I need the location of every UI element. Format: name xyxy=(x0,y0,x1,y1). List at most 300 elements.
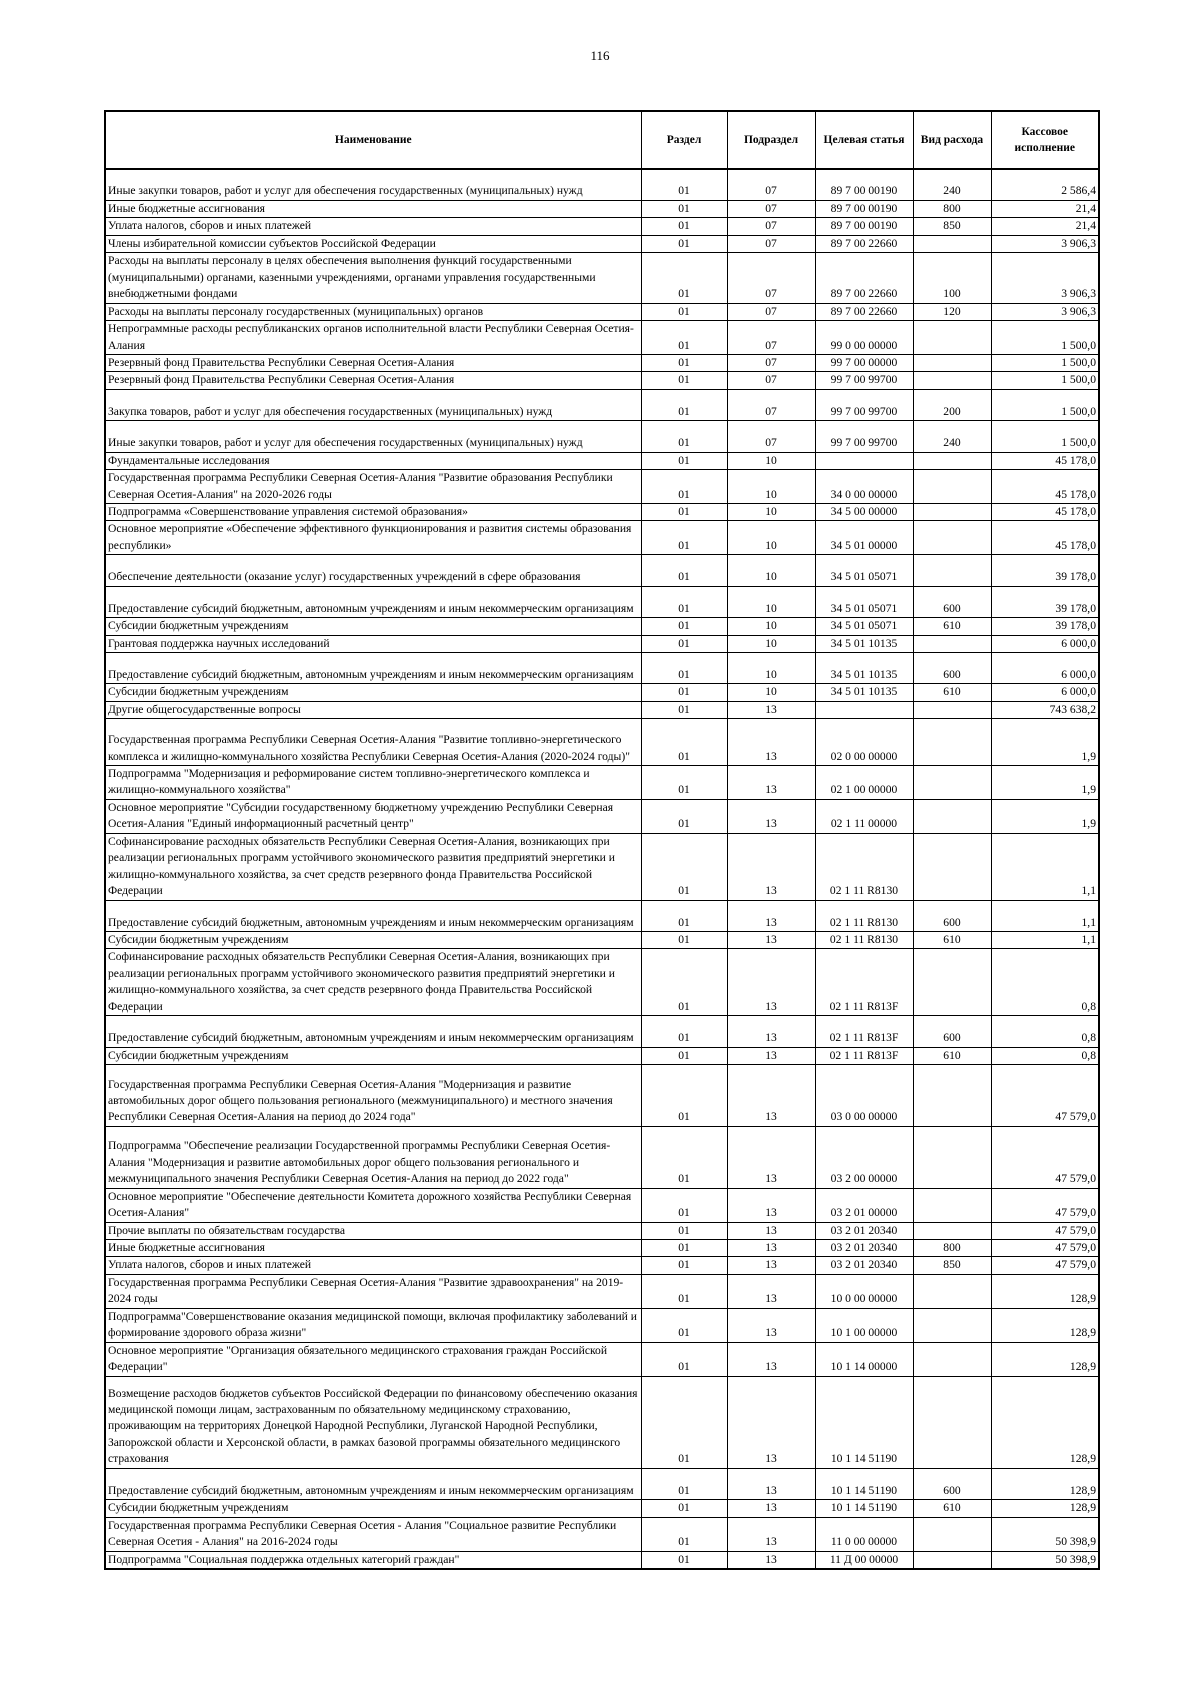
cell-subsection: 10 xyxy=(727,521,815,555)
cell-expense-type: 800 xyxy=(913,1240,991,1257)
table-row xyxy=(105,1257,1099,1274)
cell-name: Подпрограмма "Социальная поддержка отдельных категорий граждан" xyxy=(105,1551,641,1569)
table-row xyxy=(105,799,1099,833)
cell-section: 01 xyxy=(641,1126,727,1188)
cell-expense-type xyxy=(913,504,991,521)
cell-name: Уплата налогов, сборов и иных платежей xyxy=(105,218,641,235)
cell-name: Государственная программа Республики Северная Осетия - Алания "Социальное развитие Республики Северная Осетия - Алания" на 2016-2024 годы xyxy=(105,1517,641,1551)
cell-name: Резервный фонд Правительства Республики Северная Осетия-Алания xyxy=(105,354,641,371)
table-row xyxy=(105,470,1099,504)
cell-target: 34 5 01 00000 xyxy=(815,521,913,555)
cell-name: Грантовая поддержка научных исследований xyxy=(105,635,641,652)
table-row xyxy=(105,1047,1099,1064)
cell-section: 01 xyxy=(641,235,727,252)
cell-amount: 47 579,0 xyxy=(991,1257,1099,1274)
table-row xyxy=(105,635,1099,652)
cell-name: Фундаментальные исследования xyxy=(105,452,641,469)
cell-name: Субсидии бюджетным учреждениям xyxy=(105,1500,641,1517)
table-row xyxy=(105,1376,1099,1468)
table-row xyxy=(105,1222,1099,1239)
cell-section: 01 xyxy=(641,1016,727,1047)
cell-expense-type: 600 xyxy=(913,900,991,931)
cell-subsection: 13 xyxy=(727,1517,815,1551)
cell-subsection: 07 xyxy=(727,354,815,371)
budget-table xyxy=(104,110,1100,1570)
cell-section: 01 xyxy=(641,218,727,235)
cell-amount: 21,4 xyxy=(991,200,1099,217)
cell-target: 03 0 00 00000 xyxy=(815,1065,913,1127)
header-section: Раздел xyxy=(641,111,727,169)
header-expense-type: Вид расхода xyxy=(913,111,991,169)
cell-section: 01 xyxy=(641,200,727,217)
cell-target: 34 5 01 10135 xyxy=(815,684,913,701)
cell-expense-type xyxy=(913,635,991,652)
table-row xyxy=(105,618,1099,635)
cell-expense-type xyxy=(913,1065,991,1127)
cell-subsection: 13 xyxy=(727,765,815,799)
cell-section: 01 xyxy=(641,303,727,320)
cell-target: 99 7 00 99700 xyxy=(815,372,913,389)
cell-expense-type: 200 xyxy=(913,389,991,420)
cell-target: 34 5 01 05071 xyxy=(815,555,913,586)
table-row xyxy=(105,1500,1099,1517)
cell-target: 02 1 11 R813F xyxy=(815,949,913,1016)
cell-section: 01 xyxy=(641,372,727,389)
cell-amount: 1 500,0 xyxy=(991,372,1099,389)
table-row xyxy=(105,1517,1099,1551)
cell-target: 03 2 01 20340 xyxy=(815,1240,913,1257)
cell-expense-type: 240 xyxy=(913,169,991,200)
cell-expense-type xyxy=(913,321,991,355)
cell-expense-type: 240 xyxy=(913,421,991,452)
table-body xyxy=(105,169,1099,1569)
cell-section: 01 xyxy=(641,1188,727,1222)
header-name: Наименование xyxy=(105,111,641,169)
table-row xyxy=(105,765,1099,799)
cell-subsection: 13 xyxy=(727,1016,815,1047)
table-row xyxy=(105,421,1099,452)
cell-expense-type xyxy=(913,1222,991,1239)
cell-subsection: 07 xyxy=(727,235,815,252)
cell-target: 34 0 00 00000 xyxy=(815,470,913,504)
cell-subsection: 13 xyxy=(727,1188,815,1222)
cell-target: 02 1 00 00000 xyxy=(815,765,913,799)
cell-name: Возмещение расходов бюджетов субъектов Российской Федерации по финансовому обеспечению оказания медицинской помощи лицам, застрахованным по обязательному медицинскому страхованию, проживающим на территориях Донецкой Народной Республики, Луганской Народной Республики, Запорожской области и Херсонской области, в рамках базовой программы обязательного медицинского страхования xyxy=(105,1376,641,1468)
cell-subsection: 07 xyxy=(727,421,815,452)
cell-amount: 1,1 xyxy=(991,931,1099,948)
cell-expense-type xyxy=(913,1376,991,1468)
cell-section: 01 xyxy=(641,470,727,504)
table-row xyxy=(105,389,1099,420)
cell-subsection: 10 xyxy=(727,618,815,635)
cell-subsection: 10 xyxy=(727,653,815,684)
cell-name: Расходы на выплаты персоналу в целях обеспечения выполнения функций государственными (муниципальными) органами, казенными учреждениями, органами управления государственными внебюджетными фондами xyxy=(105,253,641,303)
cell-section: 01 xyxy=(641,1065,727,1127)
cell-name: Предоставление субсидий бюджетным, автономным учреждениям и иным некоммерческим организациям xyxy=(105,1468,641,1499)
table-row xyxy=(105,303,1099,320)
cell-subsection: 13 xyxy=(727,1257,815,1274)
cell-expense-type xyxy=(913,1517,991,1551)
table-row xyxy=(105,504,1099,521)
cell-section: 01 xyxy=(641,719,727,766)
cell-amount: 1 500,0 xyxy=(991,354,1099,371)
cell-subsection: 07 xyxy=(727,389,815,420)
table-row xyxy=(105,1342,1099,1376)
cell-section: 01 xyxy=(641,521,727,555)
cell-subsection: 13 xyxy=(727,1500,815,1517)
cell-section: 01 xyxy=(641,1257,727,1274)
cell-amount: 1,1 xyxy=(991,900,1099,931)
cell-subsection: 07 xyxy=(727,253,815,303)
table-row xyxy=(105,1468,1099,1499)
cell-subsection: 13 xyxy=(727,1222,815,1239)
cell-subsection: 13 xyxy=(727,1240,815,1257)
cell-amount: 1 500,0 xyxy=(991,321,1099,355)
cell-section: 01 xyxy=(641,452,727,469)
cell-amount: 2 586,4 xyxy=(991,169,1099,200)
cell-expense-type: 600 xyxy=(913,1468,991,1499)
cell-name: Иные закупки товаров, работ и услуг для обеспечения государственных (муниципальных) нужд xyxy=(105,169,641,200)
cell-amount: 1,9 xyxy=(991,719,1099,766)
cell-name: Резервный фонд Правительства Республики Северная Осетия-Алания xyxy=(105,372,641,389)
cell-amount: 45 178,0 xyxy=(991,470,1099,504)
cell-section: 01 xyxy=(641,618,727,635)
cell-subsection: 13 xyxy=(727,1308,815,1342)
cell-amount: 50 398,9 xyxy=(991,1551,1099,1569)
table-row xyxy=(105,653,1099,684)
cell-target: 10 1 14 51190 xyxy=(815,1468,913,1499)
cell-target: 34 5 01 10135 xyxy=(815,653,913,684)
cell-section: 01 xyxy=(641,421,727,452)
cell-section: 01 xyxy=(641,684,727,701)
cell-target: 89 7 00 22660 xyxy=(815,303,913,320)
cell-amount: 21,4 xyxy=(991,218,1099,235)
cell-amount: 6 000,0 xyxy=(991,684,1099,701)
cell-expense-type xyxy=(913,719,991,766)
table-row xyxy=(105,354,1099,371)
cell-section: 01 xyxy=(641,586,727,617)
cell-section: 01 xyxy=(641,833,727,900)
cell-subsection: 13 xyxy=(727,1376,815,1468)
cell-target: 02 1 11 R813F xyxy=(815,1016,913,1047)
cell-amount: 128,9 xyxy=(991,1500,1099,1517)
table-row xyxy=(105,200,1099,217)
header-amount: Кассовое исполнение xyxy=(991,111,1099,169)
table-row xyxy=(105,701,1099,718)
cell-section: 01 xyxy=(641,765,727,799)
cell-name: Субсидии бюджетным учреждениям xyxy=(105,618,641,635)
cell-target: 10 0 00 00000 xyxy=(815,1274,913,1308)
cell-subsection: 10 xyxy=(727,452,815,469)
table-row xyxy=(105,372,1099,389)
cell-target: 99 7 00 00000 xyxy=(815,354,913,371)
cell-subsection: 13 xyxy=(727,931,815,948)
table-row xyxy=(105,235,1099,252)
cell-section: 01 xyxy=(641,1500,727,1517)
table-header xyxy=(105,111,1099,169)
cell-expense-type: 600 xyxy=(913,1016,991,1047)
cell-expense-type xyxy=(913,354,991,371)
cell-expense-type xyxy=(913,799,991,833)
cell-amount: 3 906,3 xyxy=(991,235,1099,252)
cell-amount: 6 000,0 xyxy=(991,653,1099,684)
cell-section: 01 xyxy=(641,1240,727,1257)
cell-expense-type xyxy=(913,470,991,504)
cell-amount: 0,8 xyxy=(991,1047,1099,1064)
cell-subsection: 13 xyxy=(727,1274,815,1308)
cell-subsection: 07 xyxy=(727,372,815,389)
table-row xyxy=(105,1065,1099,1127)
cell-target: 34 5 01 10135 xyxy=(815,635,913,652)
cell-expense-type xyxy=(913,1551,991,1569)
cell-name: Государственная программа Республики Северная Осетия-Алания "Модернизация и развитие автомобильных дорог общего пользования регионального (межмуниципального) и местного значения Республики Северная Осетия-Алания на период до 2024 года" xyxy=(105,1065,641,1127)
cell-subsection: 10 xyxy=(727,684,815,701)
cell-section: 01 xyxy=(641,1274,727,1308)
cell-expense-type xyxy=(913,1342,991,1376)
cell-amount: 128,9 xyxy=(991,1376,1099,1468)
cell-name: Подпрограмма"Совершенствование оказания медицинской помощи, включая профилактику заболеваний и формирование здорового образа жизни" xyxy=(105,1308,641,1342)
cell-target: 89 7 00 00190 xyxy=(815,169,913,200)
cell-subsection: 13 xyxy=(727,1126,815,1188)
cell-name: Основное мероприятие "Субсидии государственному бюджетному учреждению Республики Северная Осетия-Алания "Единый информационный расчетный центр" xyxy=(105,799,641,833)
table-row xyxy=(105,1016,1099,1047)
cell-amount: 3 906,3 xyxy=(991,303,1099,320)
table-row xyxy=(105,1188,1099,1222)
cell-name: Предоставление субсидий бюджетным, автономным учреждениям и иным некоммерческим организациям xyxy=(105,1016,641,1047)
cell-subsection: 07 xyxy=(727,321,815,355)
cell-amount: 128,9 xyxy=(991,1274,1099,1308)
cell-target: 02 0 00 00000 xyxy=(815,719,913,766)
cell-name: Государственная программа Республики Северная Осетия-Алания "Развитие топливно-энергетического комплекса и жилищно-коммунального хозяйства Республики Северная Осетия-Алания (2020-2024 годы)" xyxy=(105,719,641,766)
cell-section: 01 xyxy=(641,900,727,931)
cell-subsection: 13 xyxy=(727,900,815,931)
cell-expense-type xyxy=(913,372,991,389)
cell-amount: 743 638,2 xyxy=(991,701,1099,718)
cell-expense-type xyxy=(913,1188,991,1222)
cell-amount: 45 178,0 xyxy=(991,452,1099,469)
cell-expense-type xyxy=(913,521,991,555)
cell-name: Иные бюджетные ассигнования xyxy=(105,1240,641,1257)
table-row xyxy=(105,253,1099,303)
cell-name: Члены избирательной комиссии субъектов Российской Федерации xyxy=(105,235,641,252)
table-row xyxy=(105,833,1099,900)
cell-section: 01 xyxy=(641,1047,727,1064)
cell-subsection: 07 xyxy=(727,303,815,320)
cell-expense-type xyxy=(913,452,991,469)
cell-name: Предоставление субсидий бюджетным, автономным учреждениям и иным некоммерческим организациям xyxy=(105,586,641,617)
cell-subsection: 13 xyxy=(727,701,815,718)
cell-expense-type: 800 xyxy=(913,200,991,217)
cell-expense-type xyxy=(913,765,991,799)
cell-target: 10 1 00 00000 xyxy=(815,1308,913,1342)
cell-target: 34 5 01 05071 xyxy=(815,586,913,617)
cell-section: 01 xyxy=(641,799,727,833)
cell-section: 01 xyxy=(641,1342,727,1376)
cell-target: 02 1 11 00000 xyxy=(815,799,913,833)
cell-target: 03 2 00 00000 xyxy=(815,1126,913,1188)
cell-expense-type xyxy=(913,235,991,252)
cell-section: 01 xyxy=(641,1517,727,1551)
table-row xyxy=(105,1126,1099,1188)
cell-amount: 3 906,3 xyxy=(991,253,1099,303)
cell-target: 89 7 00 00190 xyxy=(815,200,913,217)
cell-target: 89 7 00 00190 xyxy=(815,218,913,235)
cell-target: 03 2 01 20340 xyxy=(815,1257,913,1274)
cell-expense-type xyxy=(913,701,991,718)
cell-section: 01 xyxy=(641,931,727,948)
cell-subsection: 10 xyxy=(727,504,815,521)
cell-amount: 47 579,0 xyxy=(991,1065,1099,1127)
cell-amount: 47 579,0 xyxy=(991,1240,1099,1257)
table-row xyxy=(105,555,1099,586)
cell-subsection: 07 xyxy=(727,169,815,200)
cell-target: 03 2 01 00000 xyxy=(815,1188,913,1222)
cell-subsection: 10 xyxy=(727,635,815,652)
cell-name: Подпрограмма «Совершенствование управления системой образования» xyxy=(105,504,641,521)
table-row xyxy=(105,586,1099,617)
cell-subsection: 13 xyxy=(727,1468,815,1499)
cell-expense-type: 610 xyxy=(913,618,991,635)
cell-name: Расходы на выплаты персоналу государственных (муниципальных) органов xyxy=(105,303,641,320)
cell-name: Прочие выплаты по обязательствам государства xyxy=(105,1222,641,1239)
cell-target: 10 1 14 51190 xyxy=(815,1500,913,1517)
cell-amount: 1,9 xyxy=(991,799,1099,833)
cell-name: Иные закупки товаров, работ и услуг для обеспечения государственных (муниципальных) нужд xyxy=(105,421,641,452)
cell-subsection: 13 xyxy=(727,1047,815,1064)
cell-expense-type xyxy=(913,555,991,586)
cell-section: 01 xyxy=(641,1222,727,1239)
cell-name: Предоставление субсидий бюджетным, автономным учреждениям и иным некоммерческим организациям xyxy=(105,900,641,931)
cell-name: Подпрограмма "Модернизация и реформирование систем топливно-энергетического комплекса и жилищно-коммунального хозяйства" xyxy=(105,765,641,799)
header-subsection: Подраздел xyxy=(727,111,815,169)
cell-target: 10 1 14 00000 xyxy=(815,1342,913,1376)
cell-name: Обеспечение деятельности (оказание услуг) государственных учреждений в сфере образования xyxy=(105,555,641,586)
cell-name: Субсидии бюджетным учреждениям xyxy=(105,931,641,948)
cell-section: 01 xyxy=(641,354,727,371)
cell-section: 01 xyxy=(641,389,727,420)
cell-section: 01 xyxy=(641,253,727,303)
cell-target: 02 1 11 R8130 xyxy=(815,900,913,931)
cell-expense-type: 600 xyxy=(913,653,991,684)
cell-name: Софинансирование расходных обязательств Республики Северная Осетия-Алания, возникающих при реализации региональных программ устойчивого экономического развития предприятий энергетики и жилищно-коммунального хозяйства, за счет средств резервного фонда Правительства Российской Федерации xyxy=(105,833,641,900)
cell-amount: 47 579,0 xyxy=(991,1126,1099,1188)
cell-subsection: 13 xyxy=(727,719,815,766)
page-number: 116 xyxy=(590,48,610,63)
cell-amount: 128,9 xyxy=(991,1342,1099,1376)
cell-amount: 39 178,0 xyxy=(991,586,1099,617)
cell-name: Субсидии бюджетным учреждениям xyxy=(105,1047,641,1064)
cell-section: 01 xyxy=(641,949,727,1016)
cell-section: 01 xyxy=(641,1308,727,1342)
cell-subsection: 13 xyxy=(727,949,815,1016)
cell-expense-type: 600 xyxy=(913,586,991,617)
cell-subsection: 10 xyxy=(727,555,815,586)
cell-amount: 47 579,0 xyxy=(991,1222,1099,1239)
table-row xyxy=(105,684,1099,701)
cell-target: 89 7 00 22660 xyxy=(815,235,913,252)
cell-section: 01 xyxy=(641,321,727,355)
cell-amount: 50 398,9 xyxy=(991,1517,1099,1551)
cell-amount: 39 178,0 xyxy=(991,618,1099,635)
cell-amount: 39 178,0 xyxy=(991,555,1099,586)
cell-target: 02 1 11 R8130 xyxy=(815,833,913,900)
cell-subsection: 07 xyxy=(727,200,815,217)
cell-section: 01 xyxy=(641,504,727,521)
cell-amount: 1,9 xyxy=(991,765,1099,799)
cell-subsection: 13 xyxy=(727,1551,815,1569)
cell-section: 01 xyxy=(641,1376,727,1468)
cell-expense-type xyxy=(913,1274,991,1308)
cell-name: Государственная программа Республики Северная Осетия-Алания "Развитие образования Республики Северная Осетия-Алания" на 2020-2026 годы xyxy=(105,470,641,504)
cell-amount: 1 500,0 xyxy=(991,421,1099,452)
table-row xyxy=(105,521,1099,555)
cell-amount: 1,1 xyxy=(991,833,1099,900)
table-row xyxy=(105,452,1099,469)
cell-subsection: 10 xyxy=(727,586,815,617)
cell-amount: 47 579,0 xyxy=(991,1188,1099,1222)
cell-expense-type xyxy=(913,949,991,1016)
cell-name: Подпрограмма "Обеспечение реализации Государственной программы Республики Северная Осетия-Алания "Модернизация и развитие автомобильных дорог общего пользования регионального и межмуниципального значения Республики Северная Осетия-Алания на период до 2022 года" xyxy=(105,1126,641,1188)
cell-expense-type xyxy=(913,833,991,900)
cell-expense-type: 610 xyxy=(913,1500,991,1517)
cell-expense-type: 610 xyxy=(913,684,991,701)
cell-name: Предоставление субсидий бюджетным, автономным учреждениям и иным некоммерческим организациям xyxy=(105,653,641,684)
cell-section: 01 xyxy=(641,1551,727,1569)
cell-name: Софинансирование расходных обязательств Республики Северная Осетия-Алания, возникающих при реализации региональных программ устойчивого экономического развития предприятий энергетики и жилищно-коммунального хозяйства, за счет средств резервного фонда Правительства Российской Федерации xyxy=(105,949,641,1016)
cell-subsection: 07 xyxy=(727,218,815,235)
header-target: Целевая статья xyxy=(815,111,913,169)
cell-name: Государственная программа Республики Северная Осетия-Алания "Развитие здравоохранения" на 2019-2024 годы xyxy=(105,1274,641,1308)
cell-name: Непрограммные расходы республиканских органов исполнительной власти Республики Северная Осетия-Алания xyxy=(105,321,641,355)
table-row xyxy=(105,949,1099,1016)
cell-name: Уплата налогов, сборов и иных платежей xyxy=(105,1257,641,1274)
cell-expense-type xyxy=(913,1308,991,1342)
cell-section: 01 xyxy=(641,555,727,586)
cell-name: Субсидии бюджетным учреждениям xyxy=(105,684,641,701)
cell-amount: 45 178,0 xyxy=(991,521,1099,555)
cell-amount: 0,8 xyxy=(991,949,1099,1016)
cell-target: 99 7 00 99700 xyxy=(815,421,913,452)
cell-target: 99 0 00 00000 xyxy=(815,321,913,355)
cell-target: 02 1 11 R8130 xyxy=(815,931,913,948)
cell-amount: 128,9 xyxy=(991,1468,1099,1499)
cell-name: Закупка товаров, работ и услуг для обеспечения государственных (муниципальных) нужд xyxy=(105,389,641,420)
cell-amount: 1 500,0 xyxy=(991,389,1099,420)
cell-section: 01 xyxy=(641,1468,727,1499)
cell-section: 01 xyxy=(641,169,727,200)
cell-target: 10 1 14 51190 xyxy=(815,1376,913,1468)
cell-target: 11 0 00 00000 xyxy=(815,1517,913,1551)
cell-target xyxy=(815,701,913,718)
cell-section: 01 xyxy=(641,635,727,652)
cell-expense-type xyxy=(913,1126,991,1188)
cell-name: Другие общегосударственные вопросы xyxy=(105,701,641,718)
cell-target: 34 5 01 05071 xyxy=(815,618,913,635)
cell-expense-type: 850 xyxy=(913,1257,991,1274)
table-row xyxy=(105,900,1099,931)
cell-amount: 6 000,0 xyxy=(991,635,1099,652)
cell-amount: 0,8 xyxy=(991,1016,1099,1047)
table-row xyxy=(105,931,1099,948)
table-row xyxy=(105,1308,1099,1342)
cell-target xyxy=(815,452,913,469)
table-row xyxy=(105,719,1099,766)
cell-expense-type: 610 xyxy=(913,1047,991,1064)
table-row xyxy=(105,1240,1099,1257)
cell-target: 02 1 11 R813F xyxy=(815,1047,913,1064)
cell-target: 99 7 00 99700 xyxy=(815,389,913,420)
cell-name: Основное мероприятие "Организация обязательного медицинского страхования граждан Российской Федерации" xyxy=(105,1342,641,1376)
